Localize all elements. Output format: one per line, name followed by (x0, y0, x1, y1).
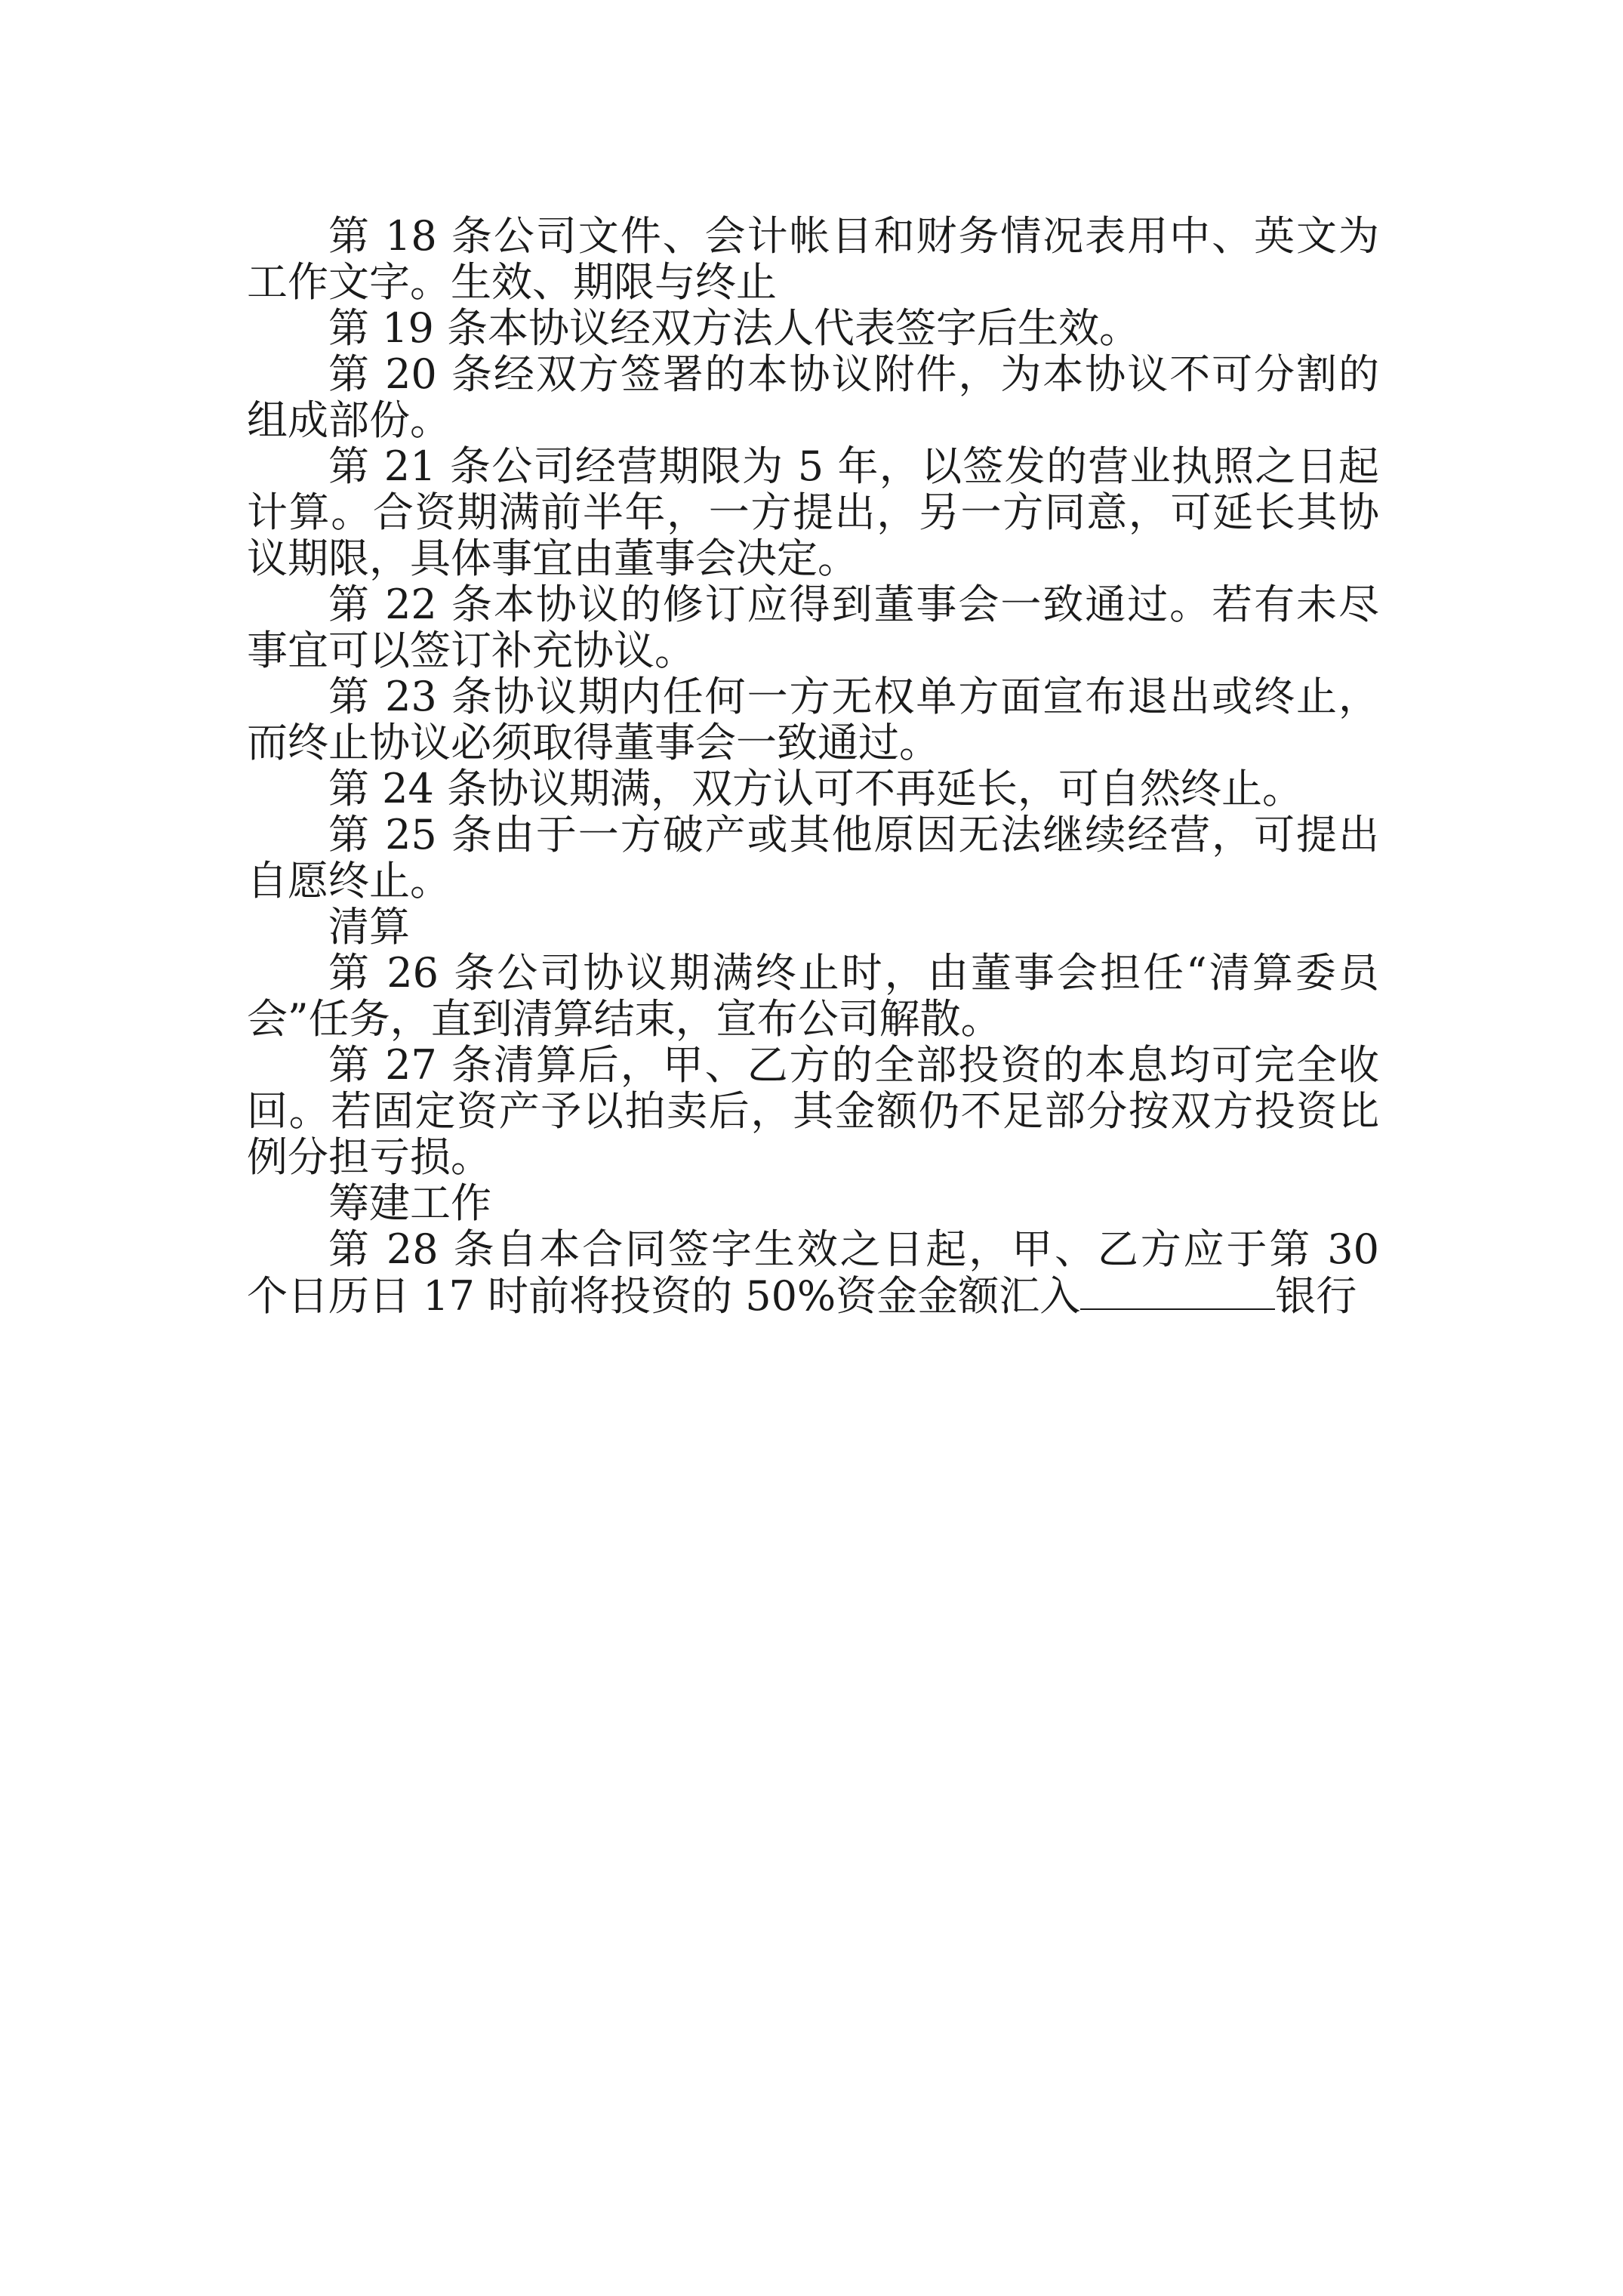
article-28-text: 第 28 条自本合同签字生效之日起，甲、乙方应于第 30 个日历日 17 时前将投资的 50%资金金额汇入 (247, 1225, 1379, 1320)
paragraph-article-28 (247, 1226, 1379, 1319)
paragraph-article-18: 第 18 条公司文件、会计帐目和财务情况表用中、英文为工作文字。生效、期限与终止 (247, 212, 1379, 306)
paragraph-article-24: 第 24 条协议期满，双方认可不再延长，可自然终止。 (328, 765, 1304, 812)
paragraph-article-19: 第 19 条本协议经双方法人代表签字后生效。 (328, 304, 1141, 352)
bank-name-blank (1080, 1272, 1275, 1310)
document-page (247, 213, 1379, 1319)
paragraph-article-21: 第 21 条公司经营期限为 5 年，以签发的营业执照之日起计算。合资期满前半年，一方提出，另一方同意，可延长其协议期限，具体事宜由董事会决定。 (247, 442, 1379, 582)
paragraph-article-20: 第 20 条经双方签署的本协议附件，为本协议不可分割的组成部份。 (247, 350, 1379, 444)
paragraph-article-25: 第 25 条由于一方破产或其他原因无法继续经营，可提出自愿终止。 (247, 811, 1379, 905)
paragraph-article-27: 第 27 条清算后，甲、乙方的全部投资的本息均可完全收回。若固定资产予以拍卖后，其金额仍不足部分按双方投资比例分担亏损。 (247, 1041, 1379, 1181)
paragraph-article-22: 第 22 条本协议的修订应得到董事会一致通过。若有未尽事宜可以签订补充协议。 (247, 581, 1379, 674)
section-heading-liquidation: 清算 (328, 903, 410, 951)
section-heading-preparation: 筹建工作 (328, 1179, 491, 1227)
paragraph-article-26: 第 26 条公司协议期满终止时，由董事会担任“清算委员会”任务，直到清算结束，宣布公司解散。 (247, 949, 1379, 1043)
article-28-text-end: 银行 (1275, 1272, 1357, 1320)
paragraph-article-23: 第 23 条协议期内任何一方无权单方面宣布退出或终止，而终止协议必须取得董事会一致通过。 (247, 673, 1379, 766)
